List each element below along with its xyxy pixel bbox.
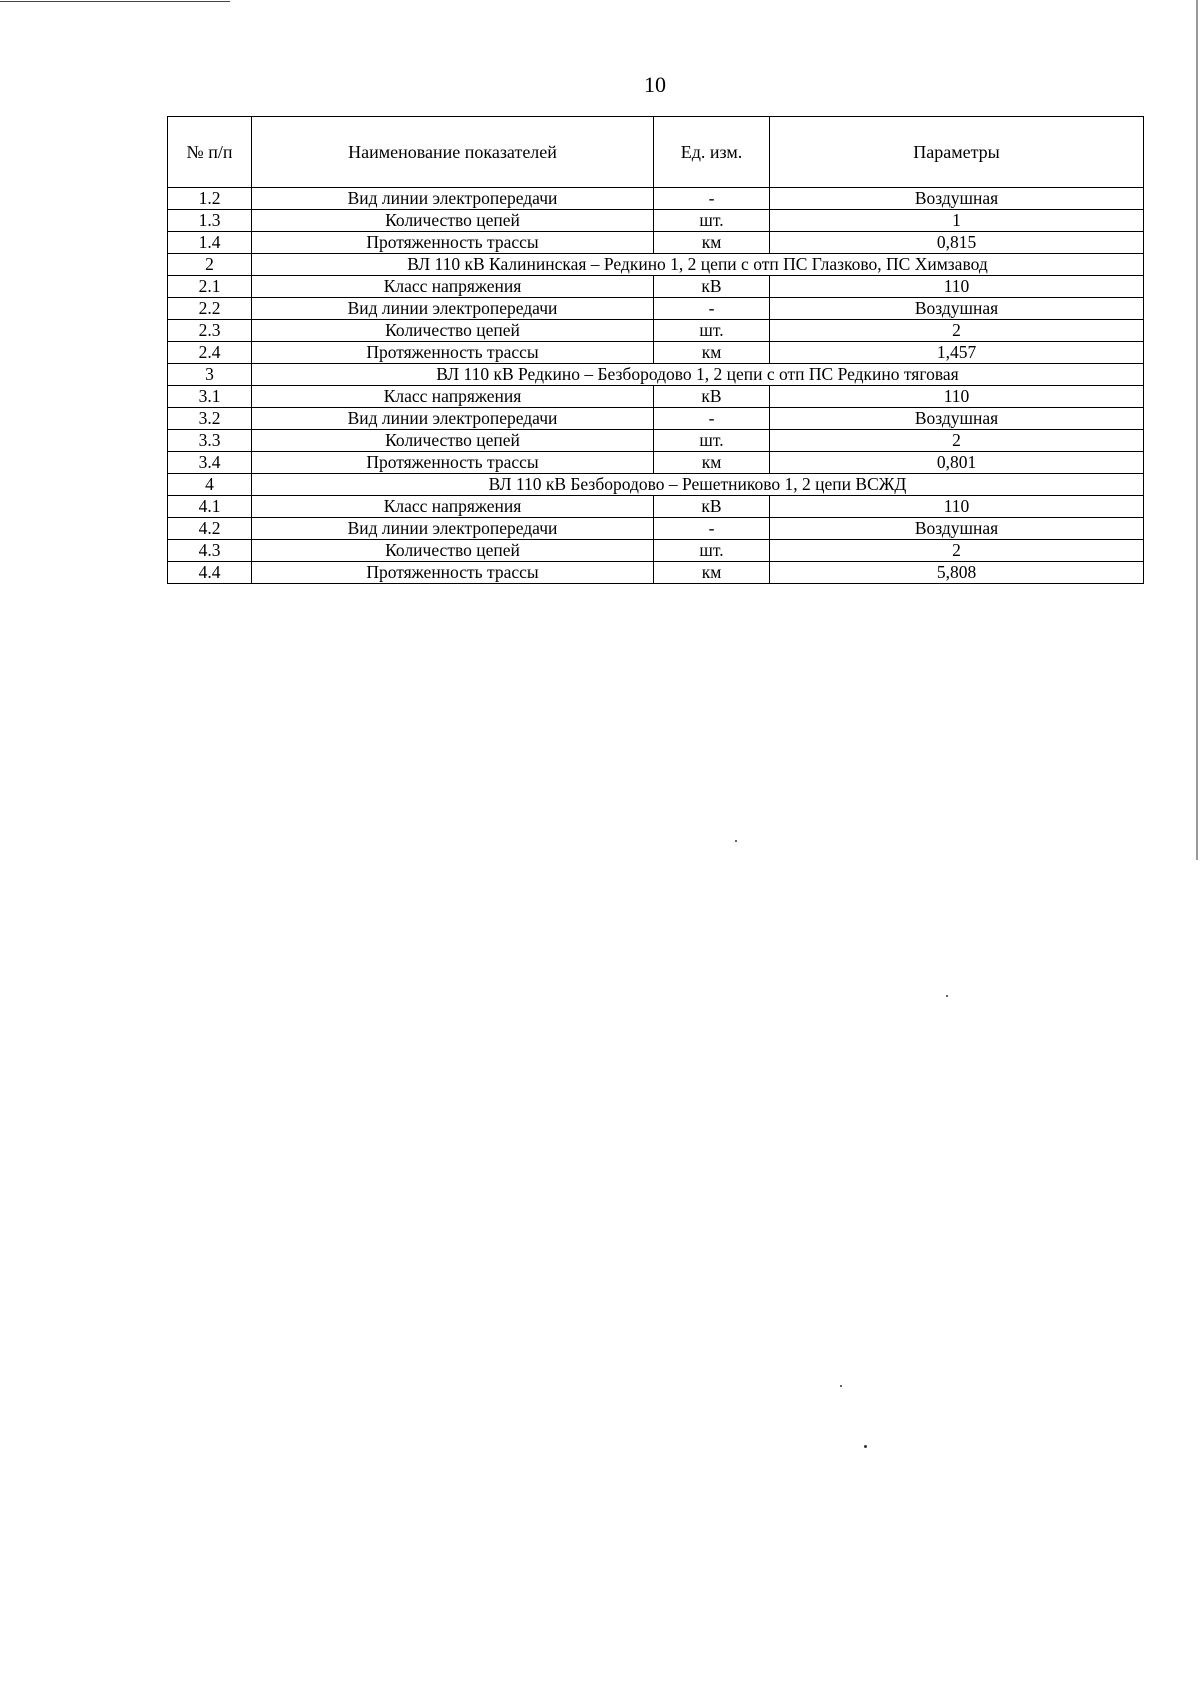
row-name: Количество цепей: [252, 540, 654, 562]
scan-artifact-dot: [735, 840, 737, 842]
row-unit: кВ: [654, 496, 770, 518]
table-row: [168, 210, 1144, 232]
row-name: Количество цепей: [252, 320, 654, 342]
table-section-row: [168, 254, 1144, 276]
table-row: [168, 518, 1144, 540]
row-name: Вид линии электропередачи: [252, 518, 654, 540]
row-value: 110: [770, 386, 1144, 408]
page-number: 10: [644, 72, 666, 97]
row-unit: -: [654, 188, 770, 210]
table-row: [168, 298, 1144, 320]
row-value: 0,801: [770, 452, 1144, 474]
table-row: [168, 408, 1144, 430]
row-unit: шт.: [654, 540, 770, 562]
row-value: 2: [770, 540, 1144, 562]
row-unit: кВ: [654, 276, 770, 298]
row-name: Вид линии электропередачи: [252, 298, 654, 320]
row-number: 2.2: [168, 298, 252, 320]
row-name: Класс напряжения: [252, 496, 654, 518]
scan-artifact-edge: [1196, 0, 1198, 860]
row-unit: шт.: [654, 430, 770, 452]
header-num: № п/п: [168, 117, 252, 188]
parameters-table: [167, 116, 1144, 584]
table-row: [168, 430, 1144, 452]
section-title: ВЛ 110 кВ Калининская – Редкино 1, 2 цепи с отп ПС Глазково, ПС Химзавод: [252, 254, 1144, 276]
row-number: 4: [168, 474, 252, 496]
table-row: [168, 320, 1144, 342]
row-number: 2.3: [168, 320, 252, 342]
table-row: [168, 496, 1144, 518]
row-unit: км: [654, 562, 770, 584]
row-name: Класс напряжения: [252, 276, 654, 298]
row-value: 110: [770, 276, 1144, 298]
row-number: 3.3: [168, 430, 252, 452]
row-number: 3.2: [168, 408, 252, 430]
table-section-row: [168, 364, 1144, 386]
row-name: Вид линии электропередачи: [252, 408, 654, 430]
row-unit: км: [654, 342, 770, 364]
table-row: [168, 276, 1144, 298]
row-name: Протяженность трассы: [252, 562, 654, 584]
table-row: [168, 188, 1144, 210]
row-number: 2: [168, 254, 252, 276]
table-row: [168, 540, 1144, 562]
row-unit: км: [654, 232, 770, 254]
header-unit: Ед. изм.: [654, 117, 770, 188]
row-unit: -: [654, 408, 770, 430]
table-row: [168, 342, 1144, 364]
row-unit: шт.: [654, 210, 770, 232]
row-value: 2: [770, 320, 1144, 342]
row-number: 3: [168, 364, 252, 386]
row-value: 5,808: [770, 562, 1144, 584]
row-unit: кВ: [654, 386, 770, 408]
scan-artifact-dot: [840, 1385, 842, 1387]
row-number: 2.1: [168, 276, 252, 298]
row-unit: шт.: [654, 320, 770, 342]
row-name: Протяженность трассы: [252, 232, 654, 254]
row-number: 3.1: [168, 386, 252, 408]
header-params: Параметры: [770, 117, 1144, 188]
row-number: 4.3: [168, 540, 252, 562]
row-value: Воздушная: [770, 408, 1144, 430]
row-name: Протяженность трассы: [252, 342, 654, 364]
row-unit: -: [654, 518, 770, 540]
row-value: 110: [770, 496, 1144, 518]
row-number: 1.2: [168, 188, 252, 210]
row-number: 4.2: [168, 518, 252, 540]
table-header-row: [168, 117, 1144, 188]
section-title: ВЛ 110 кВ Редкино – Безбородово 1, 2 цепи с отп ПС Редкино тяговая: [252, 364, 1144, 386]
row-name: Количество цепей: [252, 430, 654, 452]
row-value: Воздушная: [770, 298, 1144, 320]
scan-artifact-dot: [864, 1445, 867, 1448]
row-value: Воздушная: [770, 188, 1144, 210]
row-unit: -: [654, 298, 770, 320]
row-value: 1: [770, 210, 1144, 232]
row-value: Воздушная: [770, 518, 1144, 540]
table-row: [168, 562, 1144, 584]
row-value: 1,457: [770, 342, 1144, 364]
row-name: Вид линии электропередачи: [252, 188, 654, 210]
row-number: 1.3: [168, 210, 252, 232]
row-name: Количество цепей: [252, 210, 654, 232]
table-row: [168, 386, 1144, 408]
row-name: Протяженность трассы: [252, 452, 654, 474]
row-number: 3.4: [168, 452, 252, 474]
scan-artifact-dot: [946, 995, 948, 997]
row-number: 1.4: [168, 232, 252, 254]
row-value: 0,815: [770, 232, 1144, 254]
table-row: [168, 232, 1144, 254]
section-title: ВЛ 110 кВ Безбородово – Решетниково 1, 2 цепи ВСЖД: [252, 474, 1144, 496]
row-name: Класс напряжения: [252, 386, 654, 408]
row-unit: км: [654, 452, 770, 474]
row-number: 2.4: [168, 342, 252, 364]
header-name: Наименование показателей: [252, 117, 654, 188]
table-row: [168, 452, 1144, 474]
row-number: 4.4: [168, 562, 252, 584]
row-number: 4.1: [168, 496, 252, 518]
scan-artifact-line: [0, 1, 230, 2]
row-value: 2: [770, 430, 1144, 452]
table-body: [168, 188, 1144, 584]
table-section-row: [168, 474, 1144, 496]
